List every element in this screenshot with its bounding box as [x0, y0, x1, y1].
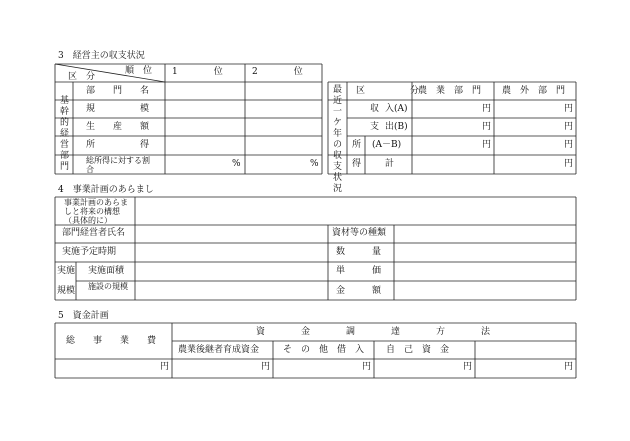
- label-sho: 所: [352, 140, 362, 150]
- pct-2: %: [310, 159, 319, 169]
- left-vertical-label: 基幹的経営部門: [59, 96, 69, 172]
- section4-heading: 4 事業計画のあらまし: [58, 185, 154, 195]
- row-kibo: 規 模: [86, 104, 150, 114]
- row-seisan: 生 産 額: [86, 122, 150, 132]
- label-shishutsu: 出(B): [385, 122, 408, 132]
- yen-other-loan: 円: [362, 362, 372, 372]
- method-successor-fund: 農業後継者育成資金: [178, 345, 260, 355]
- yen-r3-c2: 円: [564, 140, 574, 150]
- manager-name-label: 部門経営者氏名: [62, 228, 126, 238]
- yen-r2-c2: 円: [564, 122, 574, 132]
- section3-heading: 3 経営主の収支状況: [58, 51, 145, 61]
- section5-heading: 5 資金計画: [58, 311, 109, 321]
- yen-extra: 円: [564, 362, 574, 372]
- yen-total-cost: 円: [160, 362, 170, 372]
- yen-successor: 円: [261, 362, 271, 372]
- label-shi: 支: [370, 122, 380, 132]
- yen-r1-c2: 円: [564, 104, 574, 114]
- yen-r1-c1: 円: [482, 104, 492, 114]
- yen-r2-c1: 円: [482, 122, 492, 132]
- row-ratio: 総所得に対する割 合: [86, 156, 190, 174]
- method-other-loan: そ の 他 借 入: [283, 345, 365, 355]
- label-toku: 得: [352, 159, 362, 169]
- rank-label: 順 位: [125, 66, 153, 76]
- yen-total: 円: [564, 159, 574, 169]
- yen-r3-c1: 円: [482, 140, 492, 150]
- amount-label: 金 額: [336, 286, 382, 296]
- right-vertical-label: 最近一ケ年の収支状況: [332, 85, 342, 194]
- label-kei: 計: [385, 159, 395, 169]
- area-label: 実施面積: [88, 266, 125, 276]
- scale-label-a: 実施: [57, 266, 76, 276]
- rank1-header: 1 位: [172, 67, 223, 77]
- quantity-label: 数 量: [336, 247, 382, 257]
- schedule-label: 実施予定時期: [62, 247, 117, 257]
- header-nogyo: 農 業 部 門: [418, 86, 482, 96]
- label-shu: 収: [370, 104, 380, 114]
- header-nogai: 農 外 部 門: [502, 86, 566, 96]
- rank2-header: 2 位: [252, 67, 303, 77]
- facility-scale-label: 施設の規模: [88, 282, 128, 291]
- method-own-fund: 自 己 資 金: [386, 345, 450, 355]
- label-amb: (A－B): [372, 140, 402, 150]
- row-shotoku: 所 得: [86, 140, 150, 150]
- total-cost-label: 総 事 業 費: [66, 336, 157, 346]
- unit-price-label: 単 価: [336, 266, 382, 276]
- header-kubun: 区 分: [356, 86, 420, 96]
- yen-own-fund: 円: [463, 362, 473, 372]
- material-type-label: 資材等の種類: [332, 228, 387, 238]
- label-shunyu: 入(A): [385, 104, 408, 114]
- pct-1: %: [232, 159, 241, 169]
- funding-method-label: 資 金 調 達 方 法: [256, 327, 491, 337]
- kubun-label: 区 分: [68, 72, 96, 82]
- scale-label-b: 規模: [57, 286, 76, 296]
- row-bumon: 部 門 名: [86, 86, 150, 96]
- plan-outline-label: 事業計画のあらましと将来の構想（具体的に）: [64, 198, 128, 225]
